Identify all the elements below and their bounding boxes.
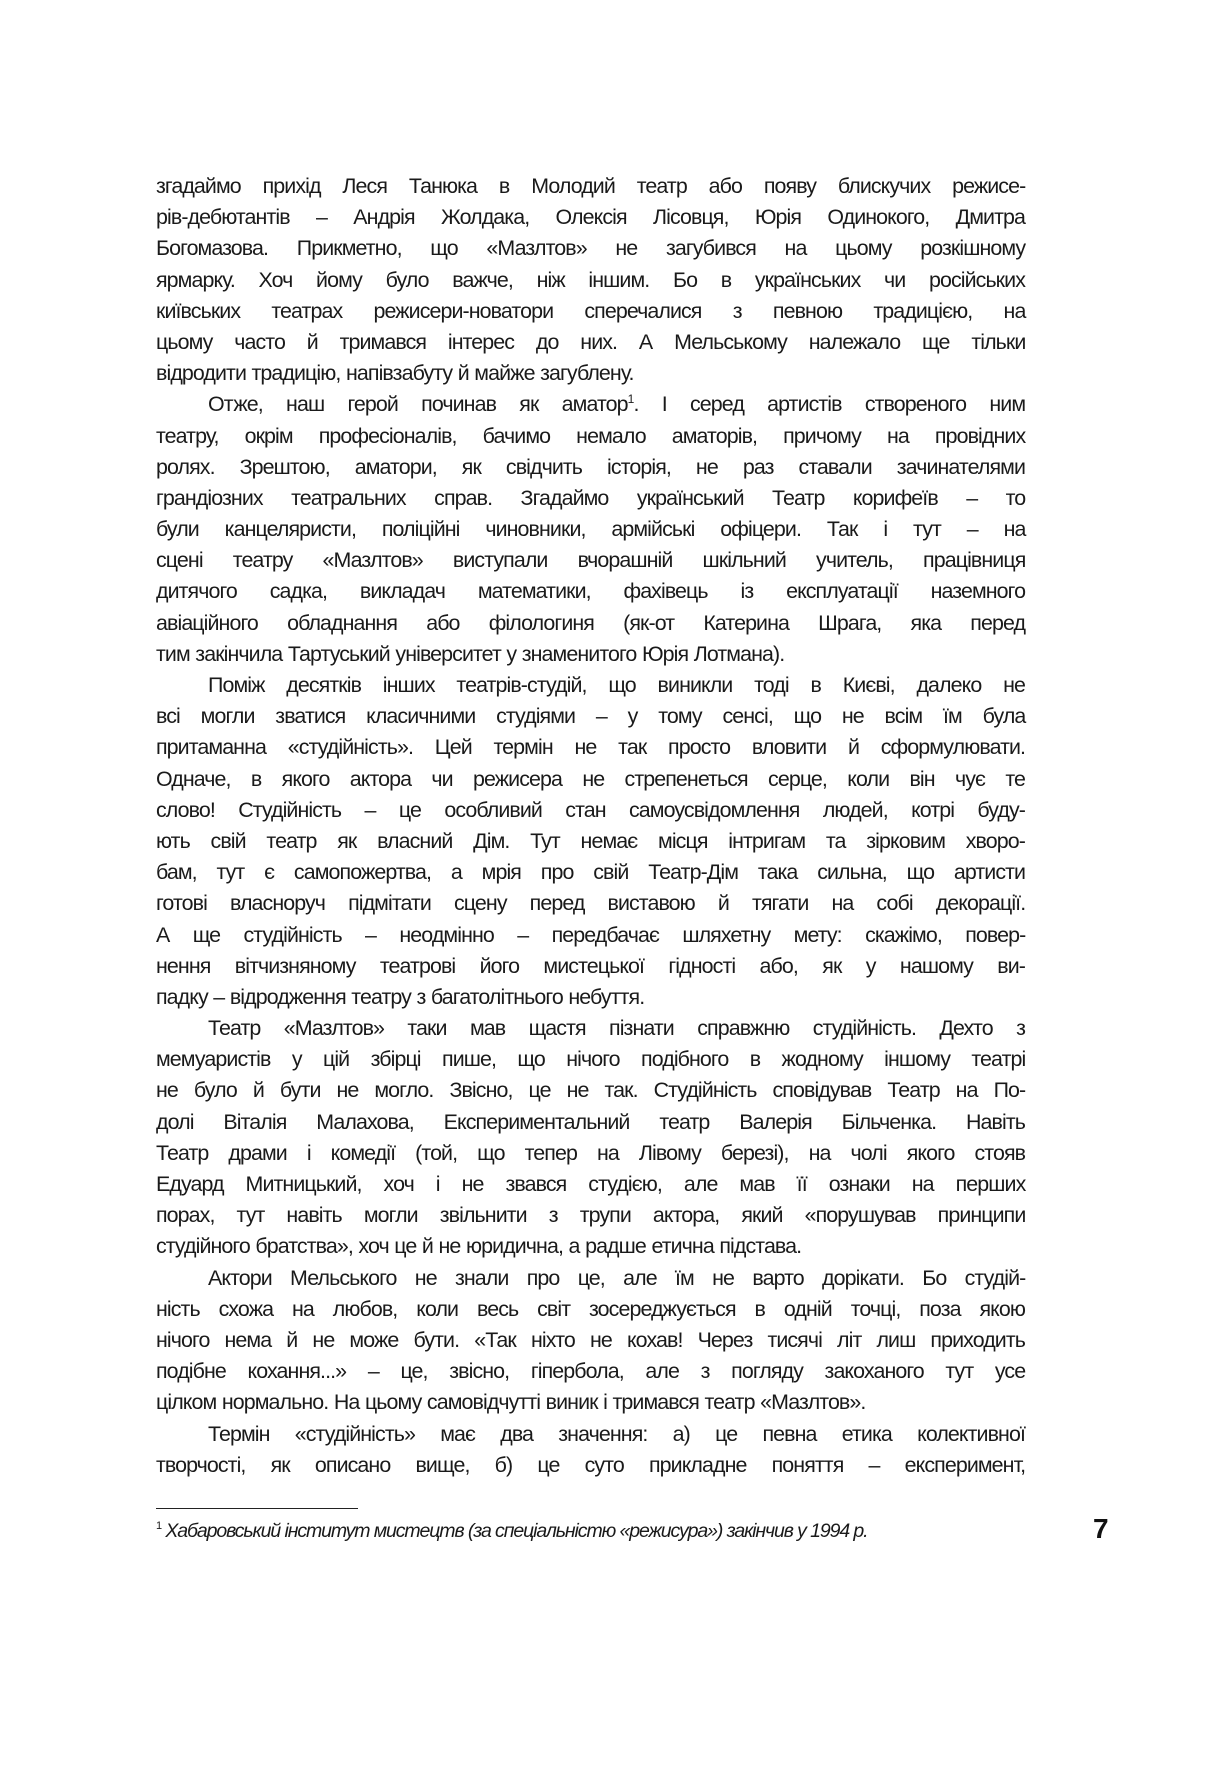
text-line xyxy=(156,608,1025,639)
footnote-marker: 1 xyxy=(156,1520,162,1532)
text-line xyxy=(156,982,1025,1013)
text-line xyxy=(156,545,1025,576)
text-line xyxy=(156,265,1025,296)
line-text: цьому часто й тримався інтерес до них. А Мельському належало ще тільки xyxy=(156,329,1026,354)
paragraph-first-line xyxy=(156,1263,1025,1294)
paragraph-first-line xyxy=(156,670,1025,701)
line-text: Одначе, в якого актора чи режисера не стрепенеться серце, коли він чує те xyxy=(156,766,1025,791)
line-text: дитячого садка, викладач математики, фахівець із експлуатації наземного xyxy=(156,579,1026,604)
text-line xyxy=(156,452,1025,483)
text-line xyxy=(156,639,1025,670)
text-line xyxy=(156,202,1025,233)
paragraph-first-line xyxy=(156,389,1025,420)
line-text: Театр драми і комедії (той, що тепер на Лівому березі), на чолі якого стояв xyxy=(156,1140,1026,1165)
line-text: відродити традицію, напівзабуту й майже загублену. xyxy=(156,361,634,386)
line-text: слово! Студійність – це особливий стан самоусвідомлення людей, котрі буду- xyxy=(156,797,1025,822)
page-number: 7 xyxy=(1093,1513,1109,1544)
text-line xyxy=(156,514,1025,545)
text-line xyxy=(156,888,1025,919)
text-line xyxy=(156,1356,1025,1387)
text-line xyxy=(156,1169,1025,1200)
line-text: нення вітчизняному театрові його мистецької гідності або, як у нашому ви- xyxy=(156,953,1025,978)
text-line xyxy=(156,826,1025,857)
text-line xyxy=(156,920,1025,951)
line-text: долі Віталія Малахова, Експериментальний театр Валерія Більченка. Навіть xyxy=(156,1109,1025,1134)
line-text: авіаційного обладнання або філологиня (як-от Катерина Шрага, яка перед xyxy=(156,610,1026,635)
line-text: були канцеляристи, поліційні чиновники, армійські офіцери. Так і тут – на xyxy=(156,517,1026,542)
text-line xyxy=(156,171,1025,202)
line-text: ярмарку. Хоч йому було важче, ніж іншим. Бо в українських чи російських xyxy=(156,267,1025,292)
line-text: порах, тут навіть могли звільнити з трупи актора, який «порушував принципи xyxy=(156,1203,1026,1228)
text-line xyxy=(156,483,1025,514)
text-line xyxy=(156,296,1025,327)
text-line xyxy=(156,951,1025,982)
text-line xyxy=(156,701,1025,732)
text-line xyxy=(156,327,1025,358)
line-text: готові власноруч підмітати сцену перед виставою й тягати на собі декорації. xyxy=(156,891,1026,916)
text-line xyxy=(156,1044,1025,1075)
text-line xyxy=(156,421,1025,452)
line-text: ролях. Зрештою, аматори, як свідчить історія, не раз ставали зачинателями xyxy=(156,454,1025,479)
line-text: ність схожа на любов, коли весь світ зосереджується в одній точці, поза якою xyxy=(156,1296,1025,1321)
text-line xyxy=(156,576,1025,607)
line-text: притаманна «студійність». Цей термін не так просто вловити й сформулювати. xyxy=(156,735,1026,760)
line-text: бам, тут є самопожертва, а мрія про свій Театр-Дім така сильна, що артисти xyxy=(156,860,1026,885)
line-text: Термін «студійність» має два значення: а) це певна етика колективної xyxy=(208,1421,1025,1446)
line-text: А ще студійність – неодмінно – передбачає шляхетну мету: скажімо, повер- xyxy=(156,922,1026,947)
line-text: рів-дебютантів – Андрія Жолдака, Олексія Лісовця, Юрія Одинокого, Дмитра xyxy=(156,205,1025,230)
line-text: студійного братства», хоч це й не юридична, а радше етична підстава. xyxy=(156,1234,802,1259)
line-text: подібне кохання...» – це, звісно, гіпербола, але з погляду закоханого тут усе xyxy=(156,1359,1026,1384)
text-line xyxy=(156,358,1025,389)
text-line xyxy=(156,732,1025,763)
line-text: мемуаристів у цій збірці пише, що нічого подібного в жодному іншому театрі xyxy=(156,1047,1026,1072)
line-text: творчості, як описано вище, б) це суто прикладне поняття – експеримент, xyxy=(156,1452,1026,1477)
line-text: не було й бути не могло. Звісно, це не так. Студійність сповідував Театр на По- xyxy=(156,1078,1026,1103)
footnote-reference[interactable]: 1 xyxy=(627,392,634,407)
line-text: сцені театру «Мазлтов» виступали вчорашній шкільний учитель, працівниця xyxy=(156,548,1026,573)
line-text: всі могли зватися класичними студіями – у тому сенсі, що не всім їм була xyxy=(156,704,1026,729)
footnote-text: Хабаровський інститут мистецтв (за спеціальністю «режисура») закінчив у 1994 р. xyxy=(161,1520,868,1542)
line-text: київських театрах режисери-новатори сперечалися з певною традицією, на xyxy=(156,298,1026,323)
text-line xyxy=(156,857,1025,888)
line-text: тим закінчила Тартуський університет у знаменитого Юрія Лотмана). xyxy=(156,641,785,666)
line-text: Отже, наш герой починав як аматор xyxy=(208,392,628,417)
paragraph-first-line xyxy=(156,1419,1025,1450)
footnote-separator xyxy=(156,1508,358,1509)
paragraph-first-line xyxy=(156,1013,1025,1044)
footnote xyxy=(156,1520,916,1543)
line-text: грандіозних театральних справ. Згадаймо український Театр корифеїв – то xyxy=(156,485,1026,510)
line-text: падку – відродження театру з багатолітнього небуття. xyxy=(156,984,645,1009)
text-line xyxy=(156,1138,1025,1169)
text-line xyxy=(156,764,1025,795)
line-text: цілком нормально. На цьому самовідчутті виник і тримався театр «Мазлтов». xyxy=(156,1390,866,1415)
text-line xyxy=(156,1325,1025,1356)
text-line xyxy=(156,1200,1025,1231)
line-text: Театр «Мазлтов» таки мав щастя пізнати справжню студійність. Дехто з xyxy=(208,1016,1025,1041)
line-text: Едуард Митницький, хоч і не звався студією, але мав її ознаки на перших xyxy=(156,1172,1026,1196)
line-text: нічого нема й не може бути. «Так ніхто не кохав! Через тисячі літ лиш приходить xyxy=(156,1327,1025,1352)
text-line xyxy=(156,795,1025,826)
text-line xyxy=(156,1294,1025,1325)
line-text: згадаймо прихід Леся Танюка в Молодий театр або появу блискучих режисе- xyxy=(156,174,1026,198)
text-line xyxy=(156,1231,1025,1262)
line-text: ють свій театр як власний Дім. Тут немає місця інтригам та зірковим хворо- xyxy=(156,828,1025,853)
line-text: театру, окрім професіоналів, бачимо немало аматорів, причому на провідних xyxy=(156,423,1026,448)
text-line xyxy=(156,1387,1025,1418)
line-text-continued: . І серед артистів створеного ним xyxy=(633,392,1026,417)
text-line xyxy=(156,1450,1025,1481)
line-text: Поміж десятків інших театрів-студій, що виникли тоді в Києві, далеко не xyxy=(208,673,1025,697)
line-text: Актори Мельського не знали про це, але їм не варто дорікати. Бо студій- xyxy=(208,1265,1026,1290)
text-line xyxy=(156,1107,1025,1138)
text-line xyxy=(156,233,1025,264)
line-text: Богомазова. Прикметно, що «Мазлтов» не загубився на цьому розкішному xyxy=(156,236,1026,261)
text-line xyxy=(156,1075,1025,1106)
body-text-column xyxy=(156,171,1025,1481)
